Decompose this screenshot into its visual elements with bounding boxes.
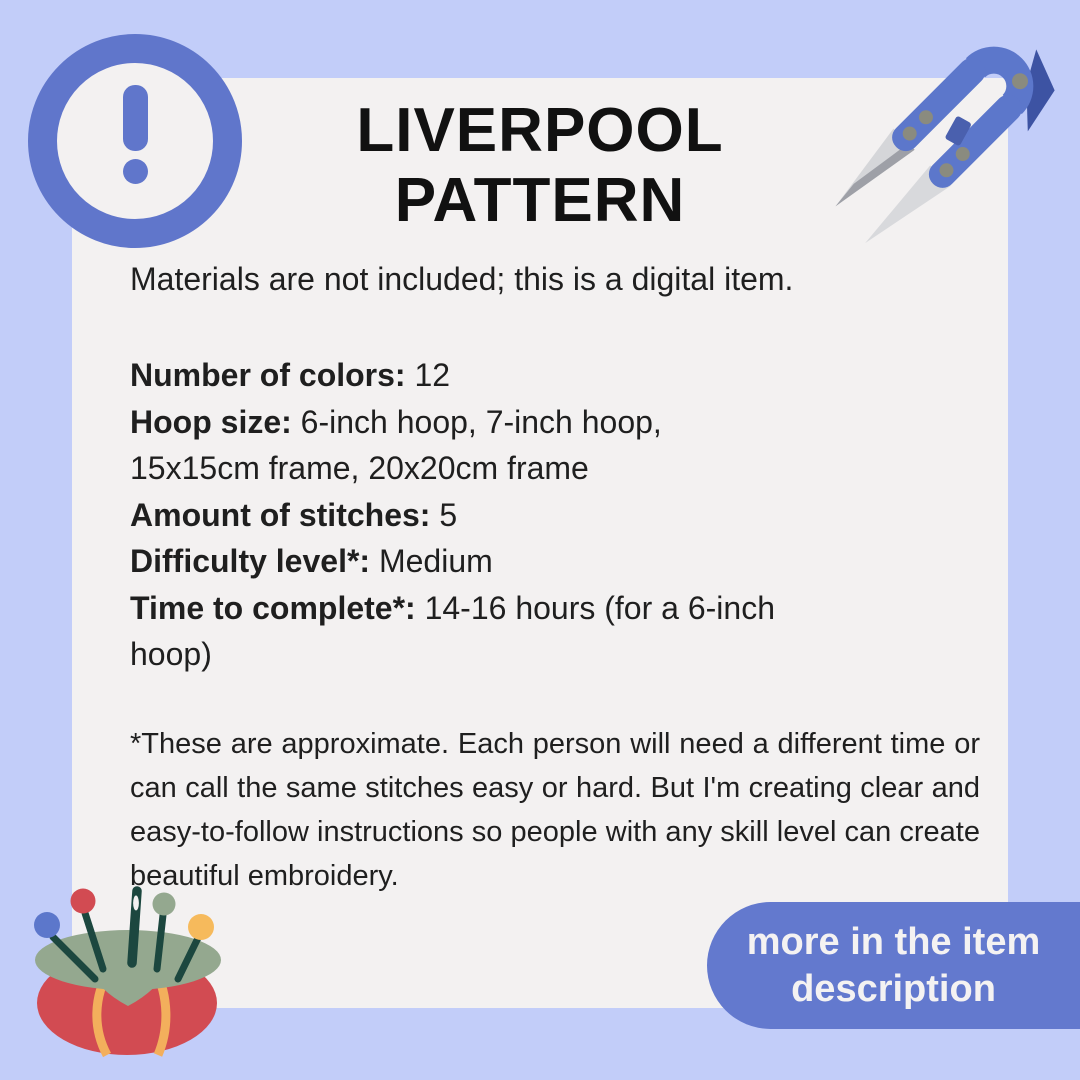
spec-number-of-colors: Number of colors: 12 <box>130 357 451 393</box>
intro-text: Materials are not included; this is a digital item. <box>130 261 794 297</box>
page-title <box>72 96 1008 236</box>
spec-difficulty-level: Difficulty level*: Medium <box>130 543 493 579</box>
specs-list <box>130 352 990 678</box>
spec-hoop-size-cont: 15x15cm frame, 20x20cm frame <box>130 450 589 486</box>
spec-hoop-size: Hoop size: 6-inch hoop, 7-inch hoop, <box>130 403 662 440</box>
spec-time-to-complete-cont: hoop) <box>130 636 212 672</box>
title-line-2: PATTERN <box>394 166 686 235</box>
more-info-button[interactable] <box>707 902 1080 1029</box>
pincushion-icon <box>15 865 235 1065</box>
more-info-button-line-1: more in the item <box>746 920 1041 963</box>
footnote-text: *These are approximate. Each person will need a different time or can call the same stitches easy or hard. But I'm creating clear and easy-to-follow instructions so people with any skill level can create beautiful embroidery. <box>130 728 980 892</box>
more-info-button-line-2: description <box>791 967 996 1010</box>
title-line-1: LIVERPOOL <box>356 96 724 165</box>
spec-amount-of-stitches: Amount of stitches: 5 <box>130 496 458 533</box>
spec-time-to-complete: Time to complete*: 14-16 hours (for a 6-inch <box>130 589 775 626</box>
